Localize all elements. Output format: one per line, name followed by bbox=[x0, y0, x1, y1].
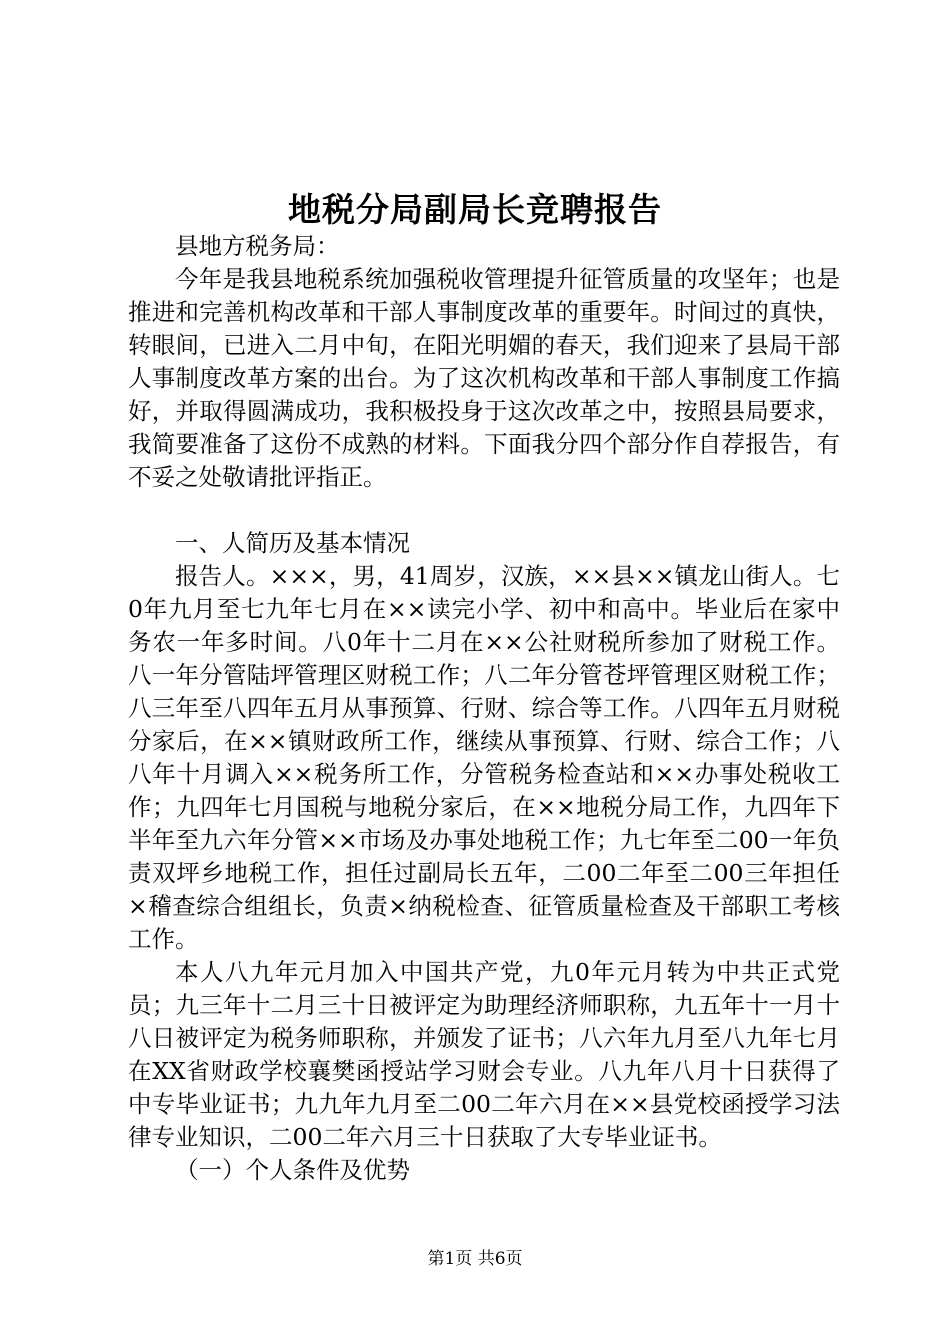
paragraph-resume: 报告人。×××，男，41周岁，汉族，××县××镇龙山街人。七0年九月至七九年七月在××读完小学、初中和高中。毕业后在家中务农一年多时间。八0年十二月在××公社财税所参加了财税工作。八一年分管陆坪管理区财税工作；八二年分管苍坪管理区财税工作；八三年至八四年五月从事预算、行财、综合等工作。八四年五月财税分家后，在××镇财政所工作，继续从事预算、行财、综合工作；八八年十月调入××税务所工作，分管税务检查站和××办事处税收工作；九四年七月国税与地税分家后，在××地税分局工作，九四年下半年至九六年分管××市场及办事处地税工作；九七年至二00一年负责双坪乡地税工作，担任过副局长五年，二00二年至二00三年担任×稽查综合组组长，负责×纳税检查、征管质量检查及干部职工考核工作。 bbox=[128, 562, 840, 953]
document-body bbox=[128, 230, 840, 1187]
document-title: 地税分局副局长竞聘报告 bbox=[288, 190, 662, 229]
paragraph-party-education: 本人八九年元月加入中国共产党，九0年元月转为中共正式党员；九三年十二月三十日被评定为助理经济师职称，九五年十一月十八日被评定为税务师职称，并颁发了证书；八六年九月至八九年七月在XX省财政学校襄樊函授站学习财会专业。八九年八月十日获得了中专毕业证书；九九年九月至二00二年六月在××县党校函授学习法律专业知识，二00二年六月三十日获取了大专毕业证书。 bbox=[128, 958, 840, 1151]
section-heading-resume: 一、人简历及基本情况 bbox=[175, 529, 410, 557]
subsection-heading-conditions: （一）个人条件及优势 bbox=[175, 1156, 410, 1184]
salutation: 县地方税务局： bbox=[175, 232, 340, 260]
paragraph-intro: 今年是我县地税系统加强税收管理提升征管质量的攻坚年；也是推进和完善机构改革和干部人事制度改革的重要年。时间过的真快，转眼间，已进入二月中旬，在阳光明媚的春天，我们迎来了县局干部人事制度改革方案的出台。为了这次机构改革和干部人事制度工作搞好，并取得圆满成功，我积极投身于这次改革之中，按照县局要求，我简要准备了这份不成熟的材料。下面我分四个部分作自荐报告，有不妥之处敬请批评指正。 bbox=[128, 265, 840, 491]
page-number-footer: 第1页 共6页 bbox=[427, 1249, 523, 1269]
